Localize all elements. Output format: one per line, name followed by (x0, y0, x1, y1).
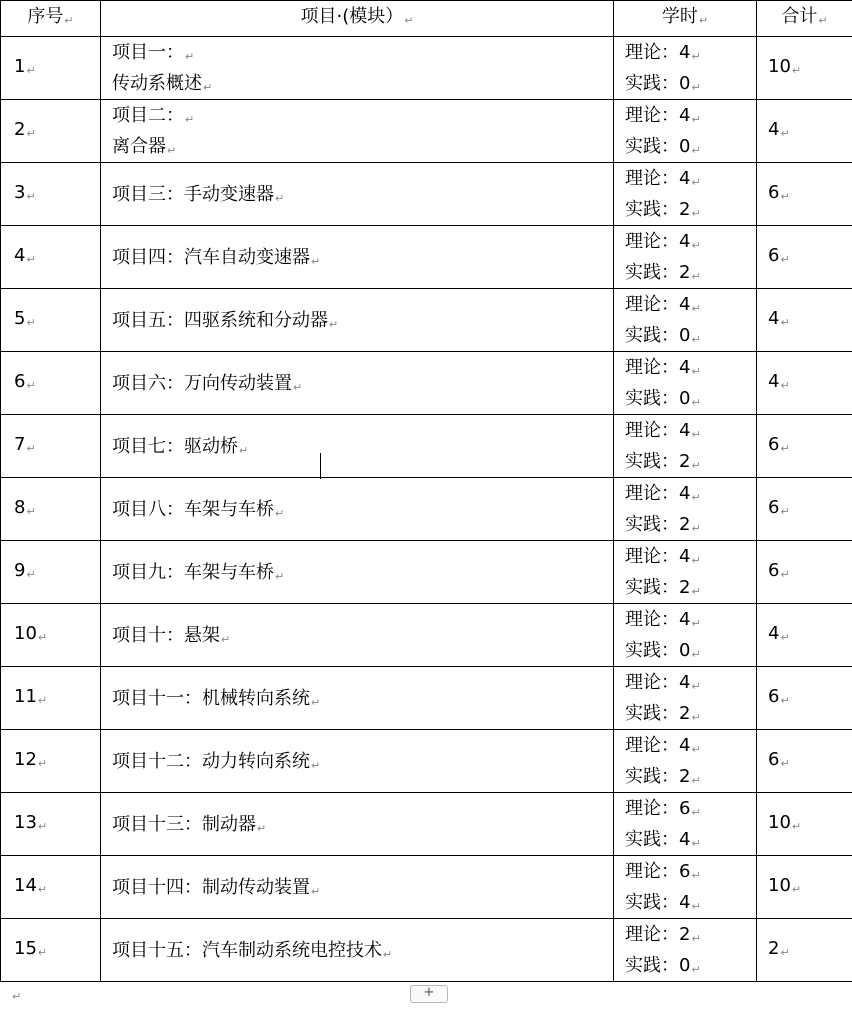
item-text: 项目八：车架与车桥 (112, 498, 274, 520)
table-row (1, 415, 852, 478)
paragraph-mark: ↵ (691, 806, 701, 819)
cell-item[interactable] (101, 793, 614, 856)
paragraph-mark: ↵ (185, 50, 195, 63)
cell-hours[interactable] (614, 415, 757, 478)
total-value: 6 (768, 685, 780, 707)
paragraph-mark: ↵ (691, 396, 701, 409)
item-text: 项目十五：汽车制动系统电控技术 (112, 939, 382, 961)
theory-line (625, 856, 756, 887)
item-line (112, 935, 613, 966)
item-line (112, 809, 613, 840)
header-item-label: 项目·(模块） (300, 6, 404, 27)
item-text: 项目十二：动力转向系统 (112, 750, 310, 772)
paragraph-mark: ↵ (818, 14, 828, 27)
table-row (1, 289, 852, 352)
cell-total[interactable] (757, 919, 852, 982)
seq-value: 2 (14, 118, 26, 140)
paragraph-mark: ↵ (26, 315, 36, 329)
table-row (1, 100, 852, 163)
cell-total[interactable] (757, 604, 852, 667)
paragraph-mark: ↵ (404, 14, 414, 27)
theory-line (625, 226, 756, 257)
practice-hours: 实践：2 (625, 577, 691, 598)
paragraph-mark: ↵ (185, 113, 195, 126)
seq-value: 4 (14, 244, 26, 266)
cell-item[interactable] (101, 541, 614, 604)
practice-hours: 实践：2 (625, 451, 691, 472)
seq-value: 13 (14, 811, 37, 833)
theory-hours: 理论：6 (625, 861, 691, 882)
item-text: 项目二： (112, 105, 184, 126)
seq-value: 12 (14, 748, 37, 770)
paragraph-mark: ↵ (64, 14, 74, 27)
practice-hours: 实践：0 (625, 955, 691, 976)
paragraph-mark: ↵ (780, 441, 790, 455)
cell-total[interactable] (757, 163, 852, 226)
seq-value: 5 (14, 307, 26, 329)
cell-item[interactable] (101, 730, 614, 793)
item-text: 项目九：车架与车桥 (112, 561, 274, 583)
cell-total[interactable] (757, 37, 852, 100)
cell-seq[interactable] (1, 856, 101, 919)
theory-hours: 理论：4 (625, 294, 691, 315)
cell-seq[interactable] (1, 415, 101, 478)
paragraph-mark: ↵ (791, 63, 802, 77)
practice-hours: 实践：0 (625, 73, 691, 94)
cell-item[interactable] (101, 604, 614, 667)
theory-hours: 理论：4 (625, 42, 691, 63)
table-row (1, 37, 852, 100)
cell-total[interactable] (757, 541, 852, 604)
cell-seq[interactable] (1, 352, 101, 415)
paragraph-mark: ↵ (37, 945, 48, 959)
table-row (1, 730, 852, 793)
seq-value: 14 (14, 874, 37, 896)
paragraph-mark: ↵ (37, 630, 48, 644)
theory-line (625, 37, 756, 68)
item-line (112, 100, 613, 131)
end-paragraph-mark: ↵ (12, 990, 22, 1003)
paragraph-mark: ↵ (698, 14, 709, 27)
header-hours-label: 学时 (661, 6, 698, 27)
item-line (112, 242, 613, 273)
paragraph-mark: ↵ (691, 617, 701, 630)
practice-line (625, 950, 756, 981)
paragraph-mark: ↵ (275, 506, 285, 520)
cell-seq[interactable] (1, 730, 101, 793)
theory-hours: 理论：2 (625, 924, 691, 945)
practice-line (625, 887, 756, 918)
paragraph-mark: ↵ (691, 365, 701, 378)
paragraph-mark: ↵ (26, 189, 36, 203)
theory-line (625, 604, 756, 635)
practice-line (625, 572, 756, 603)
total-value: 4 (768, 307, 780, 329)
paragraph-mark: ↵ (691, 144, 701, 157)
header-seq[interactable] (1, 1, 101, 37)
paragraph-mark: ↵ (691, 680, 701, 693)
cell-hours[interactable] (614, 100, 757, 163)
seq-value: 1 (14, 55, 26, 77)
cell-total[interactable] (757, 415, 852, 478)
practice-hours: 实践：0 (625, 640, 691, 661)
cell-item[interactable] (101, 163, 614, 226)
theory-hours: 理论：4 (625, 420, 691, 441)
table-row (1, 667, 852, 730)
paragraph-mark: ↵ (691, 239, 701, 252)
paragraph-mark: ↵ (311, 758, 321, 772)
total-value: 6 (768, 433, 780, 455)
theory-hours: 理论：4 (625, 357, 691, 378)
cell-seq[interactable] (1, 100, 101, 163)
item-text: 项目五：四驱系统和分动器 (112, 309, 328, 331)
theory-line (625, 793, 756, 824)
paragraph-mark: ↵ (691, 270, 701, 283)
cell-total[interactable] (757, 793, 852, 856)
add-row-button[interactable]: + (410, 985, 448, 1003)
paragraph-mark: ↵ (780, 504, 790, 518)
paragraph-mark: ↵ (691, 900, 701, 913)
cell-hours[interactable] (614, 37, 757, 100)
table-row (1, 352, 852, 415)
theory-line (625, 352, 756, 383)
cell-item[interactable] (101, 289, 614, 352)
paragraph-mark: ↵ (26, 441, 36, 455)
cell-seq[interactable] (1, 793, 101, 856)
header-seq-label: 序号 (27, 6, 64, 27)
cell-total[interactable] (757, 856, 852, 919)
item-line (112, 746, 613, 777)
paragraph-mark: ↵ (37, 693, 48, 707)
paragraph-mark: ↵ (780, 315, 790, 329)
paragraph-mark: ↵ (691, 648, 701, 661)
cell-hours[interactable] (614, 604, 757, 667)
paragraph-mark: ↵ (691, 522, 701, 535)
cell-seq[interactable] (1, 478, 101, 541)
item-text: 项目六：万向传动装置 (112, 372, 292, 394)
paragraph-mark: ↵ (780, 945, 790, 959)
cell-item[interactable] (101, 478, 614, 541)
table-body (1, 37, 852, 982)
paragraph-mark: ↵ (691, 207, 701, 220)
paragraph-mark: ↵ (691, 932, 701, 945)
item-text: 项目十一：机械转向系统 (112, 687, 310, 709)
practice-line (625, 383, 756, 414)
practice-hours: 实践：2 (625, 703, 691, 724)
paragraph-mark: ↵ (239, 443, 249, 457)
theory-hours: 理论：4 (625, 231, 691, 252)
cell-total[interactable] (757, 289, 852, 352)
practice-hours: 实践：2 (625, 514, 691, 535)
cell-seq[interactable] (1, 226, 101, 289)
total-value: 6 (768, 496, 780, 518)
paragraph-mark: ↵ (691, 743, 701, 756)
item-text: 传动系概述 (112, 73, 202, 94)
item-text: 项目一： (112, 42, 184, 63)
total-value: 6 (768, 244, 780, 266)
practice-line (625, 698, 756, 729)
theory-hours: 理论：4 (625, 483, 691, 504)
paragraph-mark: ↵ (691, 491, 701, 504)
paragraph-mark: ↵ (780, 252, 790, 266)
total-value: 10 (768, 55, 791, 77)
item-text: 项目十四：制动传动装置 (112, 876, 310, 898)
total-value: 10 (768, 811, 791, 833)
practice-line (625, 446, 756, 477)
paragraph-mark: ↵ (691, 554, 701, 567)
seq-value: 8 (14, 496, 26, 518)
theory-line (625, 163, 756, 194)
total-value: 4 (768, 370, 780, 392)
item-line (112, 494, 613, 525)
paragraph-mark: ↵ (37, 756, 48, 770)
theory-line (625, 415, 756, 446)
practice-line (625, 194, 756, 225)
paragraph-mark: ↵ (383, 947, 393, 961)
theory-line (625, 478, 756, 509)
paragraph-mark: ↵ (26, 63, 36, 77)
item-line (112, 431, 613, 462)
practice-line (625, 68, 756, 99)
paragraph-mark: ↵ (257, 821, 267, 835)
total-value: 4 (768, 118, 780, 140)
theory-line (625, 919, 756, 950)
cell-seq[interactable] (1, 163, 101, 226)
theory-line (625, 730, 756, 761)
theory-line (625, 541, 756, 572)
header-total[interactable] (757, 1, 852, 37)
paragraph-mark: ↵ (780, 756, 790, 770)
item-text: 项目三：手动变速器 (112, 183, 274, 205)
cell-total[interactable] (757, 478, 852, 541)
cell-item[interactable] (101, 856, 614, 919)
paragraph-mark: ↵ (780, 378, 790, 392)
practice-line (625, 257, 756, 288)
cell-item[interactable] (101, 100, 614, 163)
cell-hours[interactable] (614, 667, 757, 730)
total-value: 10 (768, 874, 791, 896)
paragraph-mark: ↵ (691, 869, 701, 882)
cell-total[interactable] (757, 667, 852, 730)
item-line (112, 37, 613, 68)
theory-hours: 理论：4 (625, 105, 691, 126)
practice-hours: 实践：0 (625, 325, 691, 346)
cell-hours[interactable] (614, 730, 757, 793)
paragraph-mark: ↵ (167, 144, 177, 157)
item-line (112, 305, 613, 336)
paragraph-mark: ↵ (26, 252, 36, 266)
table-row (1, 541, 852, 604)
paragraph-mark: ↵ (791, 882, 802, 896)
practice-hours: 实践：4 (625, 829, 691, 850)
seq-value: 9 (14, 559, 26, 581)
item-text: 项目十：悬架 (112, 624, 220, 646)
paragraph-mark: ↵ (311, 254, 321, 268)
item-line (112, 683, 613, 714)
cell-item[interactable] (101, 667, 614, 730)
cell-item[interactable] (101, 226, 614, 289)
item-text: 离合器 (112, 136, 166, 157)
paragraph-mark: ↵ (691, 774, 701, 787)
cell-seq[interactable] (1, 919, 101, 982)
theory-line (625, 289, 756, 320)
practice-hours: 实践：2 (625, 766, 691, 787)
paragraph-mark: ↵ (691, 113, 701, 126)
total-value: 6 (768, 748, 780, 770)
cell-hours[interactable] (614, 856, 757, 919)
practice-hours: 实践：2 (625, 199, 691, 220)
paragraph-mark: ↵ (780, 126, 790, 140)
cell-item[interactable] (101, 919, 614, 982)
practice-line (625, 824, 756, 855)
theory-hours: 理论：6 (625, 798, 691, 819)
cell-hours[interactable] (614, 478, 757, 541)
practice-hours: 实践：4 (625, 892, 691, 913)
item-text: 项目十三：制动器 (112, 813, 256, 835)
cell-hours[interactable] (614, 352, 757, 415)
paragraph-mark: ↵ (275, 569, 285, 583)
paragraph-mark: ↵ (691, 837, 701, 850)
cell-seq[interactable] (1, 289, 101, 352)
cell-hours[interactable] (614, 289, 757, 352)
paragraph-mark: ↵ (691, 302, 701, 315)
table-row (1, 856, 852, 919)
theory-line (625, 100, 756, 131)
item-line (112, 872, 613, 903)
paragraph-mark: ↵ (691, 963, 701, 976)
paragraph-mark: ↵ (780, 189, 790, 203)
table-row (1, 793, 852, 856)
paragraph-mark: ↵ (26, 126, 36, 140)
total-value: 4 (768, 622, 780, 644)
total-value: 2 (768, 937, 780, 959)
theory-hours: 理论：4 (625, 609, 691, 630)
cell-total[interactable] (757, 730, 852, 793)
item-line (112, 368, 613, 399)
seq-value: 10 (14, 622, 37, 644)
theory-hours: 理论：4 (625, 735, 691, 756)
paragraph-mark: ↵ (203, 81, 213, 94)
paragraph-mark: ↵ (780, 693, 790, 707)
cell-seq[interactable] (1, 541, 101, 604)
practice-line (625, 635, 756, 666)
text-cursor (320, 453, 321, 479)
paragraph-mark: ↵ (691, 50, 701, 63)
paragraph-mark: ↵ (311, 695, 321, 709)
cell-item[interactable] (101, 415, 614, 478)
cell-seq[interactable] (1, 37, 101, 100)
paragraph-mark: ↵ (26, 378, 36, 392)
paragraph-mark: ↵ (691, 81, 701, 94)
paragraph-mark: ↵ (691, 176, 701, 189)
item-line (112, 179, 613, 210)
practice-hours: 实践：0 (625, 136, 691, 157)
paragraph-mark: ↵ (691, 585, 701, 598)
paragraph-mark: ↵ (37, 882, 48, 896)
total-value: 6 (768, 559, 780, 581)
cell-item[interactable] (101, 352, 614, 415)
paragraph-mark: ↵ (311, 884, 321, 898)
paragraph-mark: ↵ (293, 380, 303, 394)
paragraph-mark: ↵ (691, 459, 701, 472)
header-hours[interactable] (614, 1, 757, 37)
practice-line (625, 761, 756, 792)
item-line (112, 68, 613, 99)
paragraph-mark: ↵ (780, 630, 790, 644)
paragraph-mark: ↵ (26, 504, 36, 518)
paragraph-mark: ↵ (791, 819, 802, 833)
theory-hours: 理论：4 (625, 546, 691, 567)
table-row (1, 919, 852, 982)
paragraph-mark: ↵ (780, 567, 790, 581)
table-header-row (1, 1, 852, 37)
cell-hours[interactable] (614, 919, 757, 982)
header-total-label: 合计 (781, 6, 818, 27)
cell-item[interactable] (101, 37, 614, 100)
practice-line (625, 509, 756, 540)
cell-hours[interactable] (614, 226, 757, 289)
seq-value: 7 (14, 433, 26, 455)
item-line (112, 557, 613, 588)
table-row (1, 226, 852, 289)
cell-total[interactable] (757, 226, 852, 289)
seq-value: 3 (14, 181, 26, 203)
theory-hours: 理论：4 (625, 168, 691, 189)
seq-value: 6 (14, 370, 26, 392)
theory-hours: 理论：4 (625, 672, 691, 693)
item-text: 项目七：驱动桥 (112, 435, 238, 457)
item-line (112, 131, 613, 162)
table-row (1, 478, 852, 541)
cell-seq[interactable] (1, 667, 101, 730)
header-item[interactable] (101, 1, 614, 37)
table-row (1, 604, 852, 667)
practice-line (625, 131, 756, 162)
paragraph-mark: ↵ (329, 317, 339, 331)
paragraph-mark: ↵ (691, 428, 701, 441)
practice-hours: 实践：2 (625, 262, 691, 283)
paragraph-mark: ↵ (691, 333, 701, 346)
practice-hours: 实践：0 (625, 388, 691, 409)
cell-total[interactable] (757, 352, 852, 415)
item-text: 项目四：汽车自动变速器 (112, 246, 310, 268)
cell-total[interactable] (757, 100, 852, 163)
paragraph-mark: ↵ (37, 819, 48, 833)
paragraph-mark: ↵ (26, 567, 36, 581)
practice-line (625, 320, 756, 351)
cell-hours[interactable] (614, 793, 757, 856)
theory-line (625, 667, 756, 698)
table-row (1, 163, 852, 226)
seq-value: 15 (14, 937, 37, 959)
paragraph-mark: ↵ (691, 711, 701, 724)
seq-value: 11 (14, 685, 37, 707)
cell-hours[interactable] (614, 163, 757, 226)
cell-seq[interactable] (1, 604, 101, 667)
paragraph-mark: ↵ (275, 191, 285, 205)
cell-hours[interactable] (614, 541, 757, 604)
item-line (112, 620, 613, 651)
total-value: 6 (768, 181, 780, 203)
paragraph-mark: ↵ (221, 632, 231, 646)
